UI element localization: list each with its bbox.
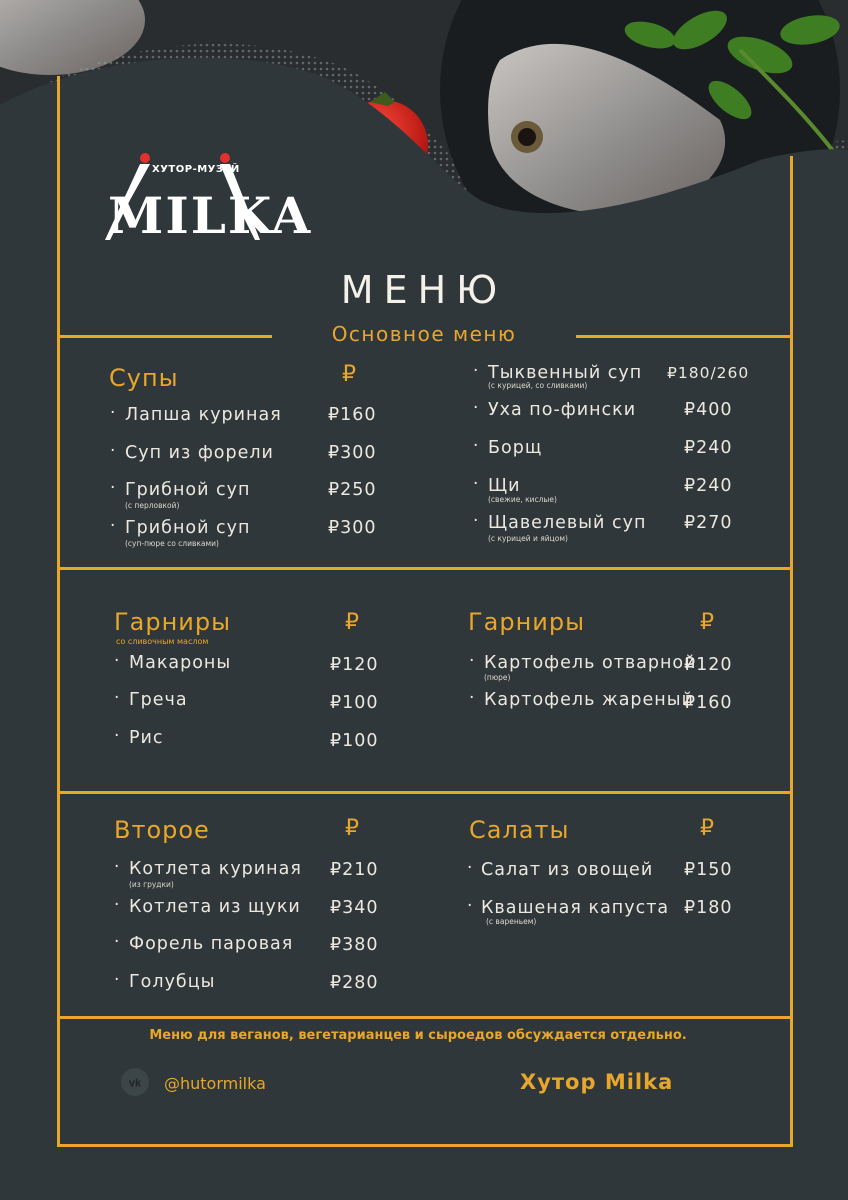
menu-item-name: Борщ bbox=[488, 438, 543, 458]
bullet: · bbox=[110, 478, 116, 498]
bullet: · bbox=[473, 398, 479, 418]
menu-item-name: Форель паровая bbox=[129, 934, 294, 954]
social-handle-link[interactable]: @hutormilka bbox=[164, 1074, 266, 1093]
menu-item-name: Салат из овощей bbox=[481, 860, 654, 880]
menu-item-note: (с курицей, со сливками) bbox=[488, 381, 588, 390]
menu-item-name: Греча bbox=[129, 690, 188, 710]
menu-item-name: Макароны bbox=[129, 653, 232, 673]
menu-item-price: ₽270 bbox=[684, 513, 733, 533]
menu-item-price: ₽300 bbox=[328, 443, 377, 463]
section-title-salads: Салаты bbox=[469, 816, 570, 844]
currency-symbol: ₽ bbox=[700, 816, 714, 841]
menu-item-note: (с курицей и яйцом) bbox=[488, 534, 568, 543]
bullet: · bbox=[114, 651, 120, 671]
logo-subtitle: ХУТОР-МУЗЕЙ bbox=[152, 164, 240, 175]
menu-item-note: (с перловкой) bbox=[125, 501, 180, 510]
menu-item-price: ₽160 bbox=[328, 405, 377, 425]
bullet: · bbox=[469, 688, 475, 708]
menu-item-name: Суп из форели bbox=[125, 443, 274, 463]
menu-item-price: ₽120 bbox=[330, 655, 379, 675]
svg-text:vk: vk bbox=[128, 1077, 142, 1090]
menu-item-price: ₽100 bbox=[330, 693, 379, 713]
bullet: · bbox=[473, 436, 479, 456]
menu-item-name: Щавелевый суп bbox=[488, 513, 647, 533]
menu-item-price: ₽380 bbox=[330, 935, 379, 955]
menu-item-note: (свежие, кислые) bbox=[488, 495, 557, 504]
menu-item-price: ₽240 bbox=[684, 476, 733, 496]
menu-item-name: Квашеная капуста bbox=[481, 898, 670, 918]
section-subtitle: со сливочным маслом bbox=[116, 637, 209, 646]
menu-item-name: Тыквенный суп bbox=[488, 363, 643, 383]
bullet: · bbox=[114, 726, 120, 746]
section-title-soups: Супы bbox=[109, 364, 179, 392]
menu-item-name: Картофель жареный bbox=[484, 690, 694, 710]
menu-item-name: Грибной суп bbox=[125, 480, 251, 500]
section-title-garnish-right: Гарниры bbox=[468, 608, 586, 636]
section-title-mains: Второе bbox=[114, 816, 210, 844]
menu-item-price: ₽100 bbox=[330, 731, 379, 751]
bullet: · bbox=[110, 403, 116, 423]
currency-symbol: ₽ bbox=[342, 362, 356, 387]
bullet: · bbox=[114, 857, 120, 877]
menu-item-name: Картофель отварной bbox=[484, 653, 697, 673]
bullet: · bbox=[110, 516, 116, 536]
bullet: · bbox=[110, 441, 116, 461]
page-subtitle: Основное меню bbox=[331, 322, 517, 346]
menu-item-note: (пюре) bbox=[484, 673, 511, 682]
menu-item-price: ₽180/260 bbox=[667, 364, 750, 382]
menu-item-price: ₽160 bbox=[684, 693, 733, 713]
frame-right bbox=[790, 335, 793, 1147]
divider-2 bbox=[57, 791, 793, 794]
bullet: · bbox=[114, 688, 120, 708]
menu-item-price: ₽240 bbox=[684, 438, 733, 458]
bullet: · bbox=[473, 361, 479, 381]
currency-symbol: ₽ bbox=[700, 610, 714, 635]
logo-wordmark: MILKA bbox=[108, 186, 313, 245]
logo bbox=[100, 150, 313, 255]
frame-title-right bbox=[576, 335, 793, 338]
bullet: · bbox=[473, 511, 479, 531]
bullet: · bbox=[467, 858, 473, 878]
menu-item-name: Лапша куриная bbox=[125, 405, 282, 425]
menu-item-name: Грибной суп bbox=[125, 518, 251, 538]
bullet: · bbox=[114, 895, 120, 915]
menu-item-name: Голубцы bbox=[129, 972, 216, 992]
bullet: · bbox=[469, 651, 475, 671]
page-title: МЕНЮ bbox=[340, 268, 508, 312]
footer-note: Меню для веганов, вегетарианцев и сыроедов обсуждается отдельно. bbox=[149, 1028, 687, 1043]
menu-item-name: Уха по-фински bbox=[488, 400, 637, 420]
menu-item-price: ₽340 bbox=[330, 898, 379, 918]
menu-item-name: Рис bbox=[129, 728, 164, 748]
currency-symbol: ₽ bbox=[345, 816, 359, 841]
menu-item-price: ₽250 bbox=[328, 480, 377, 500]
bullet: · bbox=[114, 970, 120, 990]
menu-item-note: (из грудки) bbox=[129, 880, 174, 889]
section-title-garnish: Гарниры bbox=[114, 608, 232, 636]
menu-item-note: (с вареньем) bbox=[486, 917, 537, 926]
menu-item-price: ₽210 bbox=[330, 860, 379, 880]
menu-item-note: (суп-пюре со сливками) bbox=[125, 539, 219, 548]
menu-item-price: ₽120 bbox=[684, 655, 733, 675]
menu-item-price: ₽150 bbox=[684, 860, 733, 880]
menu-item-price: ₽280 bbox=[330, 973, 379, 993]
menu-item-name: Щи bbox=[488, 476, 521, 496]
vk-icon[interactable] bbox=[121, 1068, 149, 1096]
bullet: · bbox=[473, 474, 479, 494]
currency-symbol: ₽ bbox=[345, 610, 359, 635]
divider-1 bbox=[57, 567, 793, 570]
menu-item-name: Котлета куриная bbox=[129, 859, 302, 879]
frame-bottom bbox=[57, 1144, 793, 1147]
frame-title-left bbox=[57, 335, 272, 338]
divider-3 bbox=[57, 1016, 793, 1019]
bullet: · bbox=[467, 896, 473, 916]
brand-name: Хутор Milka bbox=[520, 1070, 674, 1094]
menu-item-name: Котлета из щуки bbox=[129, 897, 301, 917]
bullet: · bbox=[114, 932, 120, 952]
menu-item-price: ₽400 bbox=[684, 400, 733, 420]
menu-item-price: ₽180 bbox=[684, 898, 733, 918]
frame-left bbox=[57, 335, 60, 1147]
menu-item-price: ₽300 bbox=[328, 518, 377, 538]
